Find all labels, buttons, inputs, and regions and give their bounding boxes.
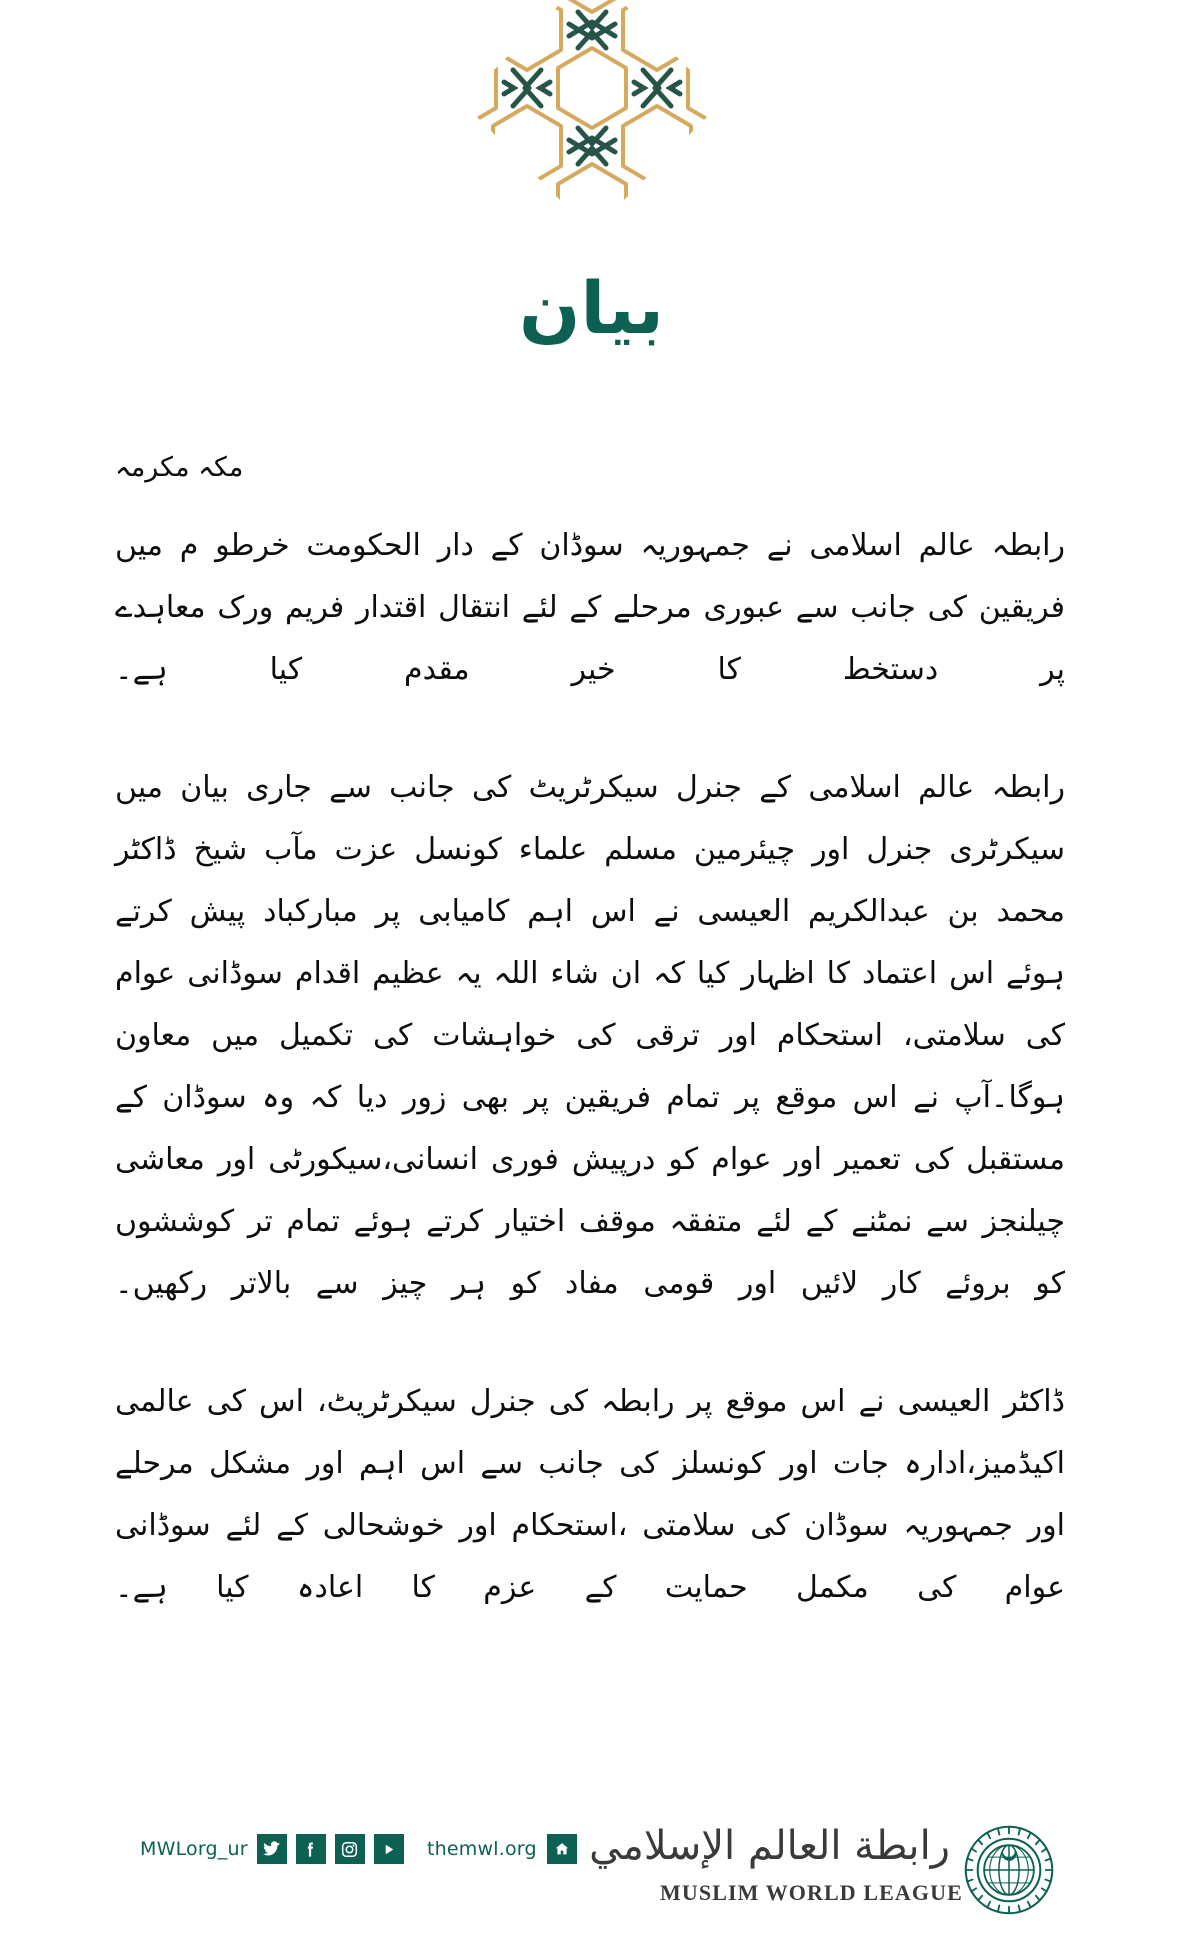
home-icon[interactable]	[547, 1834, 577, 1864]
youtube-icon[interactable]	[374, 1834, 404, 1864]
mwl-logo-english: MUSLIM WORLD LEAGUE	[660, 1880, 963, 1905]
statement-paragraph-3: ڈاکٹر العیسی نے اس موقع پر رابطہ کی جنرل سیکرٹریٹ، اس کی عالمی اکیڈمیز،ادارہ جات اور کونسلز کی جانب سے اس اہم اور مشکل مرحلے اور جمہوریہ سوڈان کی سلامتی ،استحکام اور خوشحالی کے لئے سوڈانی عوام کی مکمل حمایت کے عزم کا اعادہ کیا ہے۔	[115, 1384, 1065, 1606]
globe-wreath-emblem	[963, 1824, 1055, 1916]
page-footer	[0, 1824, 1183, 1950]
islamic-geometric-pattern	[462, 0, 722, 200]
statement-body	[115, 450, 1065, 1619]
facebook-icon[interactable]	[296, 1834, 326, 1864]
page-title-wrap	[0, 266, 1183, 350]
mwl-logo	[589, 1818, 1160, 1948]
header-ornament-band	[0, 0, 1183, 200]
mwl-logo-arabic: رابطة العالم الإسلامي	[589, 1823, 950, 1869]
dateline: مکہ مکرمہ	[115, 452, 244, 483]
statement-paragraph-1: رابطہ عالم اسلامی نے جمہوریہ سوڈان کے دار الحکومت خرطو م میں فریقین کی جانب سے عبوری مرحلے کے لئے انتقال اقتدار فریم ورک معاہدے پر دستخط کا خیر مقدم کیا ہے۔	[115, 528, 1065, 688]
instagram-icon[interactable]	[335, 1834, 365, 1864]
social-links-group	[140, 1834, 404, 1864]
social-handle: MWLorg_ur	[140, 1838, 248, 1860]
website-link-group[interactable]	[427, 1834, 577, 1864]
twitter-icon[interactable]	[257, 1834, 287, 1864]
statement-paragraph-2: رابطہ عالم اسلامی کے جنرل سیکرٹریٹ کی جانب سے جاری بیان میں سیکرٹری جنرل اور چیئرمین مسلم علماء کونسل عزت مآب شیخ ڈاکٹر محمد بن عبدالکریم العیسی نے اس اہم کامیابی پر مبارکباد پیش کرتے ہوئے اس اعتماد کا اظہار کیا کہ ان شاء اللہ یہ عظیم اقدام سوڈانی عوام کی سلامتی، استحکام اور ترقی کی خواہشات کی تکمیل میں معاون ہوگا۔آپ نے اس موقع پر تمام فریقین پر بھی زور دیا کہ وہ سوڈان کے مستقبل کی تعمیر اور عوام کو درپیش فوری انسانی،سیکورٹی اور معاشی چیلنجز سے نمٹنے کے لئے متفقہ موقف اختیار کرتے ہوئے تمام تر کوششوں کو بروئے کار لائیں اور قومی مفاد کو ہر چیز سے بالاتر رکھیں۔	[115, 770, 1065, 1302]
page-title: بيان	[519, 266, 664, 350]
website-url: themwl.org	[427, 1838, 537, 1860]
